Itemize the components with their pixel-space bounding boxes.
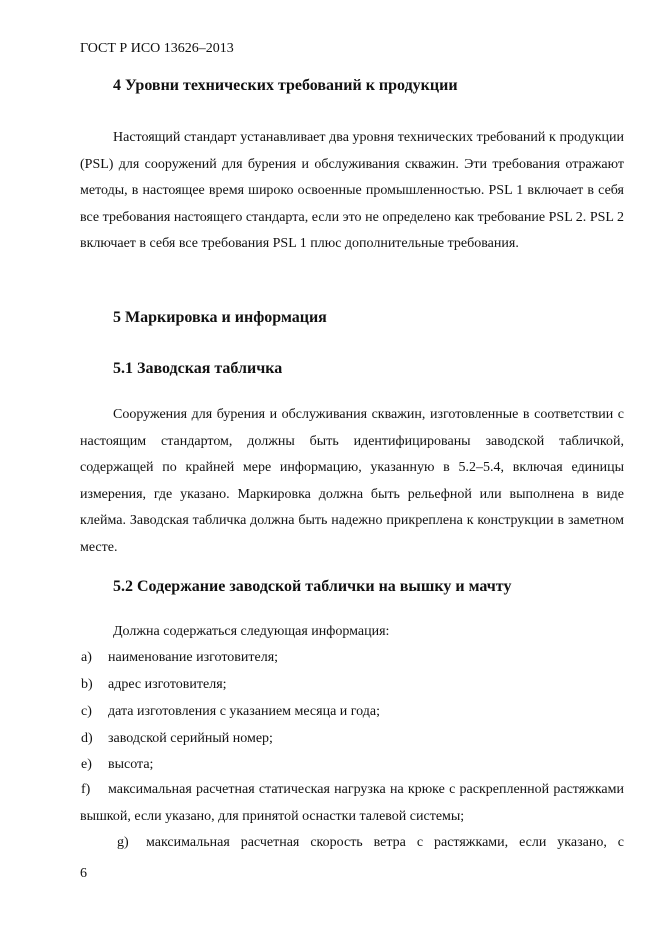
list-item: d) заводской серийный номер; bbox=[81, 731, 273, 746]
document-header: ГОСТ Р ИСО 13626–2013 bbox=[80, 41, 234, 56]
list-item: e) высота; bbox=[81, 757, 154, 772]
section-4-paragraph: Настоящий стандарт устанавливает два уровня технических требований к продукции (PSL) для сооружений для бурения и обслуживания скважин. Эти требования отражают методы, в настоящее время широко освоенные промышленностью. PSL 1 включает в себя все требования настоящего стандарта, если это не определено как требование PSL 2. PSL 2 включает в себя все требования PSL 1 плюс дополнительные требования. bbox=[80, 130, 624, 251]
section-5-2-heading: 5.2 Содержание заводской таблички на вышку и мачту bbox=[113, 578, 512, 595]
section-5-heading: 5 Маркировка и информация bbox=[113, 309, 327, 326]
section-5-1-heading: 5.1 Заводская табличка bbox=[113, 360, 283, 377]
list-item: f) максимальная расчетная статическая нагрузка на крюке с раскрепленной растяжками вышкой, если указано, для принятой оснастки талевой системы; bbox=[80, 782, 624, 824]
list-item: a) наименование изготовителя; bbox=[81, 650, 279, 665]
section-5-2-intro: Должна содержаться следующая информация: bbox=[113, 624, 390, 639]
list-item: g) максимальная расчетная скорость ветра с растяжками, если указано, с bbox=[117, 835, 624, 850]
section-4-heading: 4 Уровни технических требований к продукции bbox=[113, 77, 458, 94]
page-number: 6 bbox=[80, 866, 87, 881]
list-item: b) адрес изготовителя; bbox=[81, 677, 227, 692]
list-item: c) дата изготовления с указанием месяца и года; bbox=[81, 704, 381, 719]
section-5-1-paragraph: Сооружения для бурения и обслуживания скважин, изготовленные в соответствии с настоящим стандартом, должны быть идентифицированы заводской табличкой, содержащей по крайней мере информацию, указанную в 5.2–5.4, включая единицы измерения, где указано. Маркировка должна быть рельефной или выполнена в виде клейма. Заводская табличка должна быть надежно прикреплена к конструкции в заметном месте. bbox=[80, 407, 624, 555]
